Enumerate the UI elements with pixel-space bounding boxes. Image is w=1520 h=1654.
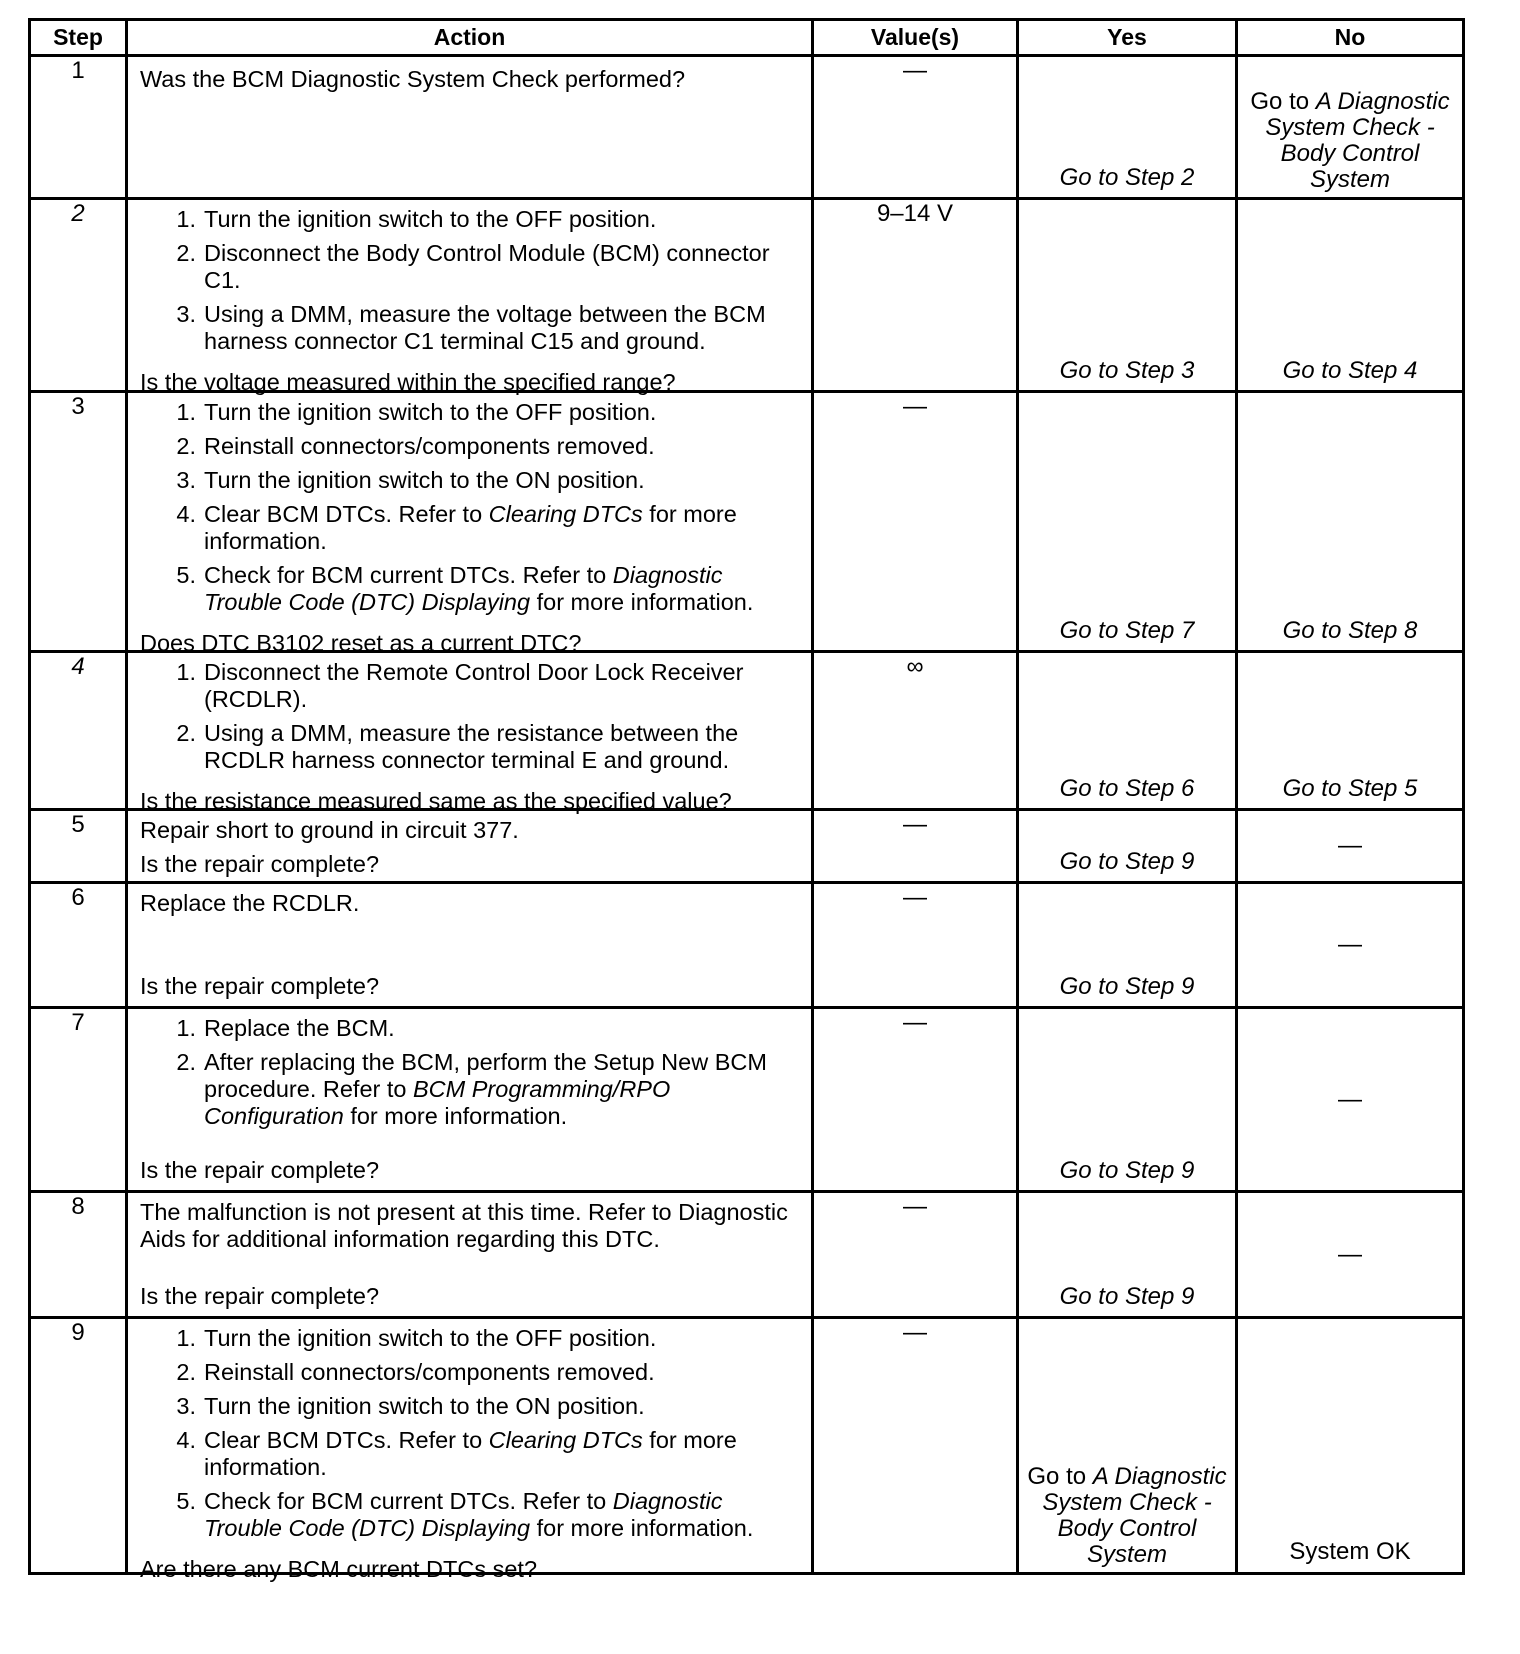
value-cell: — — [813, 1318, 1018, 1574]
action-item-text: Clear BCM DTCs. Refer to Clearing DTCs for more information. — [204, 1427, 737, 1480]
action-item: 4. Clear BCM DTCs. Refer to Clearing DTCs for more information. — [140, 501, 801, 555]
no-cell — [1237, 652, 1464, 810]
action-item-text: Check for BCM current DTCs. Refer to Diagnostic Trouble Code (DTC) Displaying for more information. — [204, 562, 754, 615]
action-item-text: Turn the ignition switch to the ON position. — [204, 467, 645, 493]
action-steps-list — [140, 399, 801, 623]
action-question: Is the repair complete? — [140, 1157, 380, 1183]
action-item: 3. Turn the ignition switch to the ON position. — [140, 467, 801, 494]
header-yes: Yes — [1018, 20, 1237, 56]
yes-cell — [1018, 56, 1237, 199]
action-item: 5. Check for BCM current DTCs. Refer to Diagnostic Trouble Code (DTC) Displaying for more information. — [140, 1488, 801, 1542]
yes-cell — [1018, 883, 1237, 1008]
reference-link[interactable]: Clearing DTCs — [488, 501, 643, 527]
step-row-1 — [30, 56, 1464, 199]
action-item: 4. Clear BCM DTCs. Refer to Clearing DTCs for more information. — [140, 1427, 801, 1481]
value-cell: — — [813, 392, 1018, 652]
action-item: 1. Turn the ignition switch to the OFF position. — [140, 1325, 801, 1352]
no-cell: — — [1237, 1192, 1464, 1318]
no-cell: — — [1237, 1008, 1464, 1192]
action-item-text: Turn the ignition switch to the OFF position. — [204, 1325, 657, 1351]
action-item-text: Disconnect the Remote Control Door Lock Receiver (RCDLR). — [204, 659, 744, 712]
step-row-3 — [30, 392, 1464, 652]
action-cell — [127, 1318, 813, 1582]
action-cell — [127, 652, 813, 814]
action-text: Repair short to ground in circuit 377. — [140, 817, 519, 843]
action-item-text: Turn the ignition switch to the OFF position. — [204, 206, 657, 232]
yes-goto-link[interactable]: Go to Step 9 — [1059, 1157, 1195, 1184]
no-cell — [1237, 392, 1464, 652]
action-item-text: Check for BCM current DTCs. Refer to Diagnostic Trouble Code (DTC) Displaying for more information. — [204, 1488, 754, 1541]
no-goto-link[interactable]: Go to Step 8 — [1282, 617, 1418, 644]
no-cell — [1237, 1318, 1464, 1574]
action-item: 2. After replacing the BCM, perform the Setup New BCM procedure. Refer to BCM Programming/RPO Configuration for more information. — [140, 1049, 801, 1130]
step-number: 8 — [30, 1192, 127, 1318]
yes-goto-link[interactable]: Go to Step 9 — [1059, 973, 1195, 1000]
action-steps-list — [140, 206, 801, 362]
action-cell — [127, 1192, 813, 1318]
action-item: 1. Turn the ignition switch to the OFF position. — [140, 399, 801, 426]
header-row — [30, 20, 1464, 56]
action-steps-list — [140, 659, 801, 781]
step-number: 3 — [30, 392, 127, 652]
yes-goto-link[interactable]: Go to Step 2 — [1059, 164, 1195, 191]
value-cell: — — [813, 56, 1018, 199]
yes-cell — [1018, 1008, 1237, 1192]
value-cell: — — [813, 1008, 1018, 1192]
step-number: 5 — [30, 810, 127, 883]
action-item-text: Reinstall connectors/components removed. — [204, 433, 655, 459]
step-number: 7 — [30, 1008, 127, 1192]
action-cell — [127, 810, 813, 883]
value-cell: 9–14 V — [813, 199, 1018, 392]
step-row-2 — [30, 199, 1464, 392]
yes-goto-link[interactable]: Go to A Diagnostic System Check - Body Control System — [1027, 1463, 1227, 1568]
step-number: 6 — [30, 883, 127, 1008]
header-values: Value(s) — [813, 20, 1018, 56]
action-item: 2. Disconnect the Body Control Module (BCM) connector C1. — [140, 240, 801, 294]
header-step: Step — [30, 20, 127, 56]
action-item-text: Using a DMM, measure the resistance between the RCDLR harness connector terminal E and ground. — [204, 720, 739, 773]
action-question: Are there any BCM current DTCs set? — [140, 1556, 538, 1582]
action-cell — [127, 56, 813, 199]
value-cell: — — [813, 883, 1018, 1008]
step-row-4 — [30, 652, 1464, 810]
step-number: 4 — [30, 652, 127, 810]
reference-link[interactable]: Clearing DTCs — [488, 1427, 643, 1453]
action-cell — [127, 1008, 813, 1192]
yes-goto-link[interactable]: Go to Step 7 — [1059, 617, 1195, 644]
no-cell: — — [1237, 883, 1464, 1008]
no-result: System OK — [1289, 1538, 1411, 1565]
action-item-text: Clear BCM DTCs. Refer to Clearing DTCs for more information. — [204, 501, 737, 554]
action-question: Does DTC B3102 reset as a current DTC? — [140, 630, 582, 656]
no-cell — [1237, 56, 1464, 199]
no-goto-link[interactable]: Go to Step 5 — [1282, 775, 1418, 802]
action-item: 2. Reinstall connectors/components removed. — [140, 433, 801, 460]
header-no: No — [1237, 20, 1464, 56]
step-row-9 — [30, 1318, 1464, 1574]
action-item-text: Turn the ignition switch to the ON position. — [204, 1393, 645, 1419]
action-item: 3. Turn the ignition switch to the ON position. — [140, 1393, 801, 1420]
action-steps-list — [140, 1015, 801, 1137]
step-row-6 — [30, 883, 1464, 1008]
action-cell — [127, 392, 813, 656]
action-text: Replace the RCDLR. — [140, 890, 360, 916]
no-cell — [1237, 199, 1464, 392]
step-number: 9 — [30, 1318, 127, 1574]
action-item-text: Reinstall connectors/components removed. — [204, 1359, 655, 1385]
step-row-8 — [30, 1192, 1464, 1318]
yes-cell — [1018, 392, 1237, 652]
yes-goto-link[interactable]: Go to Step 9 — [1059, 848, 1195, 875]
action-question: Was the BCM Diagnostic System Check performed? — [140, 66, 686, 92]
reference-link[interactable]: Diagnostic Trouble Code (DTC) Displaying — [204, 1488, 723, 1541]
action-item: 1. Turn the ignition switch to the OFF position. — [140, 206, 801, 233]
action-cell — [127, 883, 813, 1008]
step-row-7 — [30, 1008, 1464, 1192]
yes-goto-link[interactable]: Go to Step 3 — [1059, 357, 1195, 384]
action-item-text: Using a DMM, measure the voltage between the BCM harness connector C1 terminal C15 and ground. — [204, 301, 766, 354]
reference-link[interactable]: BCM Programming/RPO Configuration — [204, 1076, 671, 1129]
yes-cell — [1018, 199, 1237, 392]
action-item: 2. Reinstall connectors/components removed. — [140, 1359, 801, 1386]
action-question: Is the voltage measured within the specified range? — [140, 369, 676, 395]
yes-cell — [1018, 1318, 1237, 1574]
action-question: Is the resistance measured same as the specified value? — [140, 788, 732, 814]
action-cell — [127, 199, 813, 395]
yes-cell — [1018, 810, 1237, 883]
step-number: 2 — [30, 199, 127, 392]
action-item: 1. Replace the BCM. — [140, 1015, 801, 1042]
yes-cell — [1018, 652, 1237, 810]
action-item: 2. Using a DMM, measure the resistance between the RCDLR harness connector terminal E and ground. — [140, 720, 801, 774]
yes-goto-link[interactable]: Go to Step 6 — [1059, 775, 1195, 802]
step-row-5 — [30, 810, 1464, 883]
action-question: Is the repair complete? — [140, 973, 380, 999]
header-action: Action — [127, 20, 813, 56]
yes-cell — [1018, 1192, 1237, 1318]
action-item-text: Turn the ignition switch to the OFF position. — [204, 399, 657, 425]
reference-link[interactable]: Diagnostic Trouble Code (DTC) Displaying — [204, 562, 723, 615]
action-question: Is the repair complete? — [140, 851, 380, 877]
value-cell: — — [813, 810, 1018, 883]
step-number: 1 — [30, 56, 127, 199]
yes-goto-link[interactable]: Go to Step 9 — [1059, 1283, 1195, 1310]
action-item: 1. Disconnect the Remote Control Door Lock Receiver (RCDLR). — [140, 659, 801, 713]
value-cell: ∞ — [813, 652, 1018, 810]
value-cell: — — [813, 1192, 1018, 1318]
action-item: 3. Using a DMM, measure the voltage between the BCM harness connector C1 terminal C15 and ground. — [140, 301, 801, 355]
action-steps-list — [140, 1325, 801, 1549]
action-item-text: Replace the BCM. — [204, 1015, 395, 1041]
no-cell: — — [1237, 810, 1464, 883]
diagnostic-table — [28, 18, 1465, 1582]
action-item-text: Disconnect the Body Control Module (BCM) connector C1. — [204, 240, 770, 293]
no-goto-link[interactable]: Go to A Diagnostic System Check - Body Control System — [1250, 88, 1450, 193]
action-item: 5. Check for BCM current DTCs. Refer to Diagnostic Trouble Code (DTC) Displaying for more information. — [140, 562, 801, 616]
no-goto-link[interactable]: Go to Step 4 — [1282, 357, 1418, 384]
action-question: Is the repair complete? — [140, 1283, 380, 1309]
action-item-text: After replacing the BCM, perform the Setup New BCM procedure. Refer to BCM Programming/RPO Configuration for more information. — [204, 1049, 767, 1129]
action-text: The malfunction is not present at this time. Refer to Diagnostic Aids for additional information regarding this DTC. — [140, 1199, 788, 1252]
